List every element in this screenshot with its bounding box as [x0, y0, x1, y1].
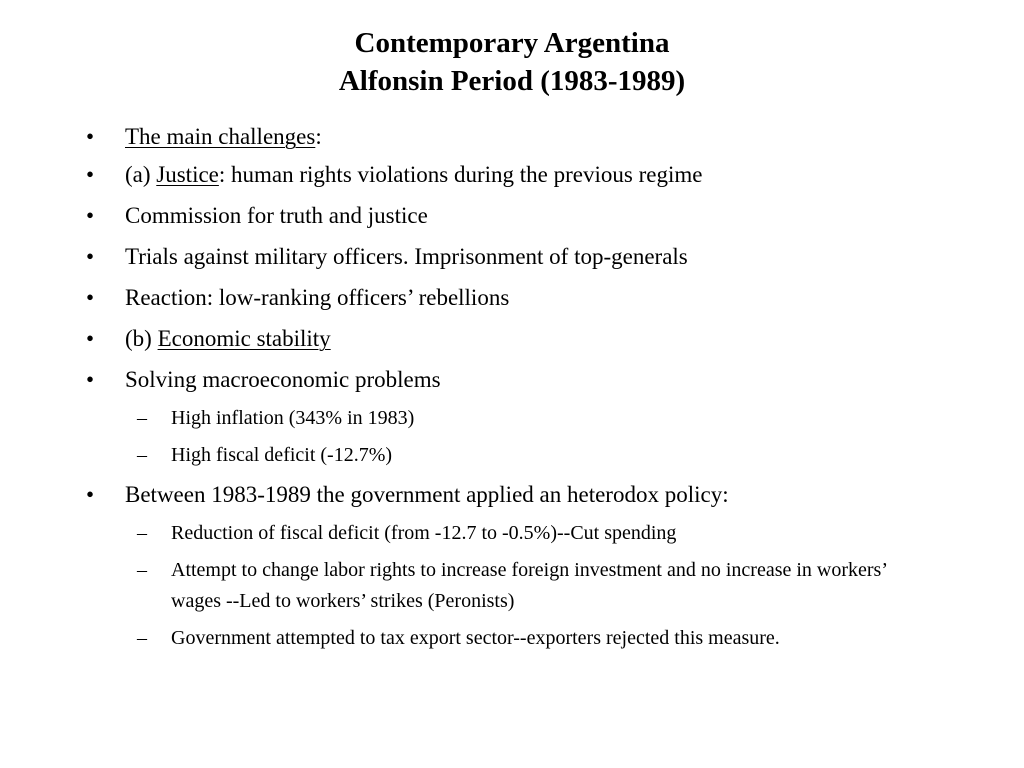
bullet-icon: • — [86, 326, 95, 351]
sub-list-item-text: Reduction of fiscal deficit (from -12.7 to -0.5%)--Cut spending — [171, 522, 677, 544]
title-line-2: Alfonsin Period (1983-1989) — [338, 65, 686, 97]
list-item-text: (b) Economic stability — [125, 326, 331, 351]
dash-icon: – — [137, 522, 147, 544]
underlined-term: The main challenges — [125, 124, 316, 149]
slide-title — [0, 24, 1024, 100]
list-item-text: Reaction: low-ranking officers’ rebellions — [125, 285, 510, 310]
dash-icon: – — [137, 407, 147, 429]
bullet-icon: • — [86, 124, 95, 149]
bullet-icon: • — [86, 162, 95, 187]
list-item-text: (a) Justice: human rights violations during the previous regime — [125, 162, 703, 187]
bullet-icon: • — [86, 244, 95, 269]
dash-icon: – — [137, 627, 147, 649]
bullet-icon: • — [86, 285, 95, 310]
sub-list-item-text: High inflation (343% in 1983) — [171, 407, 415, 429]
sub-list-item-text: Attempt to change labor rights to increase foreign investment and no increase in workers’ wages --Led to workers’ strikes (Peronists) — [171, 559, 887, 612]
list-item-text: The main challenges: — [125, 124, 322, 149]
underlined-term: Economic stability — [157, 326, 331, 351]
underlined-term: Justice — [156, 162, 219, 187]
sub-list-item-text: High fiscal deficit (-12.7%) — [171, 444, 393, 466]
dash-icon: – — [137, 444, 147, 466]
bullet-icon: • — [86, 203, 95, 228]
sub-list-item-text: Government attempted to tax export sector--exporters rejected this measure. — [171, 627, 780, 649]
list-item-text: Commission for truth and justice — [125, 203, 428, 228]
dash-icon: – — [137, 559, 147, 581]
title-line-1: Contemporary Argentina — [354, 27, 670, 59]
list-item-text: Solving macroeconomic problems — [125, 367, 441, 392]
bullet-icon: • — [86, 367, 95, 392]
bullet-icon: • — [86, 482, 95, 507]
list-item-text: Trials against military officers. Imprisonment of top-generals — [125, 244, 688, 269]
list-item-text: Between 1983-1989 the government applied an heterodox policy: — [125, 482, 729, 507]
